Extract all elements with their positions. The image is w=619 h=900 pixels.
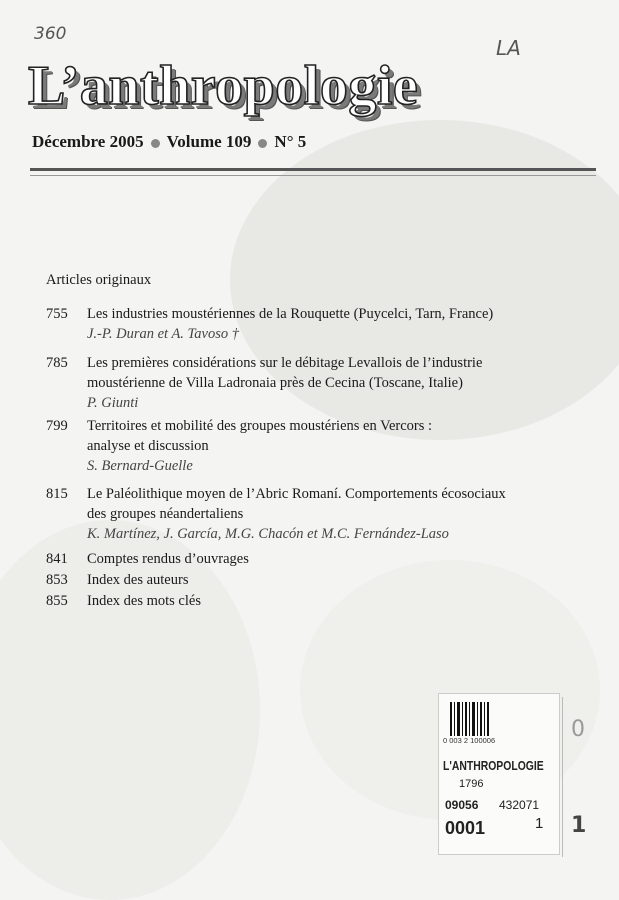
toc-entry[interactable]: [46, 591, 566, 611]
bullet-icon: [151, 139, 160, 148]
toc-title-line: Les premières considérations sur le débitage Levallois de l’industrie: [87, 355, 483, 371]
issue-line: [32, 132, 306, 152]
spine-label-top: 0: [571, 717, 585, 742]
toc-authors: J.-P. Duran et A. Tavoso †: [87, 326, 239, 342]
bullet-icon: [258, 139, 267, 148]
toc-page-number: 855: [46, 593, 68, 609]
spine-label-number: 1: [571, 813, 587, 838]
toc-entry[interactable]: [46, 304, 566, 344]
toc-title-line: analyse et discussion: [87, 438, 209, 454]
toc-title-line: moustérienne de Villa Ladronaia près de Cecina (Toscane, Italie): [87, 375, 463, 391]
toc-title-line: Comptes rendus d’ouvrages: [87, 551, 249, 567]
sticker-year: 1796: [459, 778, 484, 790]
toc-page-number: 853: [46, 572, 68, 588]
toc-entry[interactable]: [46, 353, 566, 413]
toc-entry[interactable]: [46, 484, 566, 544]
sticker-code-a: 09056: [445, 798, 479, 812]
journal-title: L’anthropologie: [28, 55, 419, 117]
issue-volume: Volume 109: [166, 132, 252, 151]
toc-title-line: des groupes néandertaliens: [87, 506, 244, 522]
sticker-code-c: 0001: [445, 818, 486, 838]
toc-authors: P. Giunti: [87, 395, 139, 411]
handwritten-note-left: 360: [34, 24, 67, 44]
toc-authors: S. Bernard-Guelle: [87, 458, 193, 474]
toc-entry[interactable]: [46, 570, 566, 590]
issue-date: Décembre 2005: [32, 132, 144, 151]
toc-title-line: Index des auteurs: [87, 572, 189, 588]
toc-title-line: Le Paléolithique moyen de l’Abric Romaní. Comportements écosociaux: [87, 486, 506, 502]
toc-page-number: 815: [46, 486, 68, 502]
sticker-journal: L'ANTHROPOLOGIE: [443, 758, 544, 773]
toc-page-number: 841: [46, 551, 68, 567]
toc-page-number: 755: [46, 306, 68, 322]
toc-title-line: Index des mots clés: [87, 593, 201, 609]
toc-title-line: Territoires et mobilité des groupes moustériens en Vercors :: [87, 418, 433, 434]
issue-number: N° 5: [274, 132, 307, 151]
divider-rule: [30, 168, 596, 171]
toc-title-line: Les industries moustériennes de la Rouquette (Puycelci, Tarn, France): [87, 306, 494, 322]
sticker-copy: 1: [535, 815, 544, 832]
divider-rule-thin: [30, 175, 596, 176]
toc-authors: K. Martínez, J. García, M.G. Chacón et M.C. Fernández-Laso: [87, 526, 449, 542]
sticker-code-b: 432071: [499, 798, 540, 812]
toc-entry[interactable]: [46, 549, 566, 569]
toc-entry[interactable]: [46, 416, 566, 476]
section-heading: Articles originaux: [46, 272, 152, 288]
library-barcode-sticker: [438, 693, 560, 855]
toc-page-number: 785: [46, 355, 68, 371]
handwritten-note-right: LA: [496, 36, 521, 60]
barcode-number: 0 003 2 100006: [443, 736, 496, 745]
toc-page-number: 799: [46, 418, 68, 434]
spine-label: [562, 697, 601, 857]
